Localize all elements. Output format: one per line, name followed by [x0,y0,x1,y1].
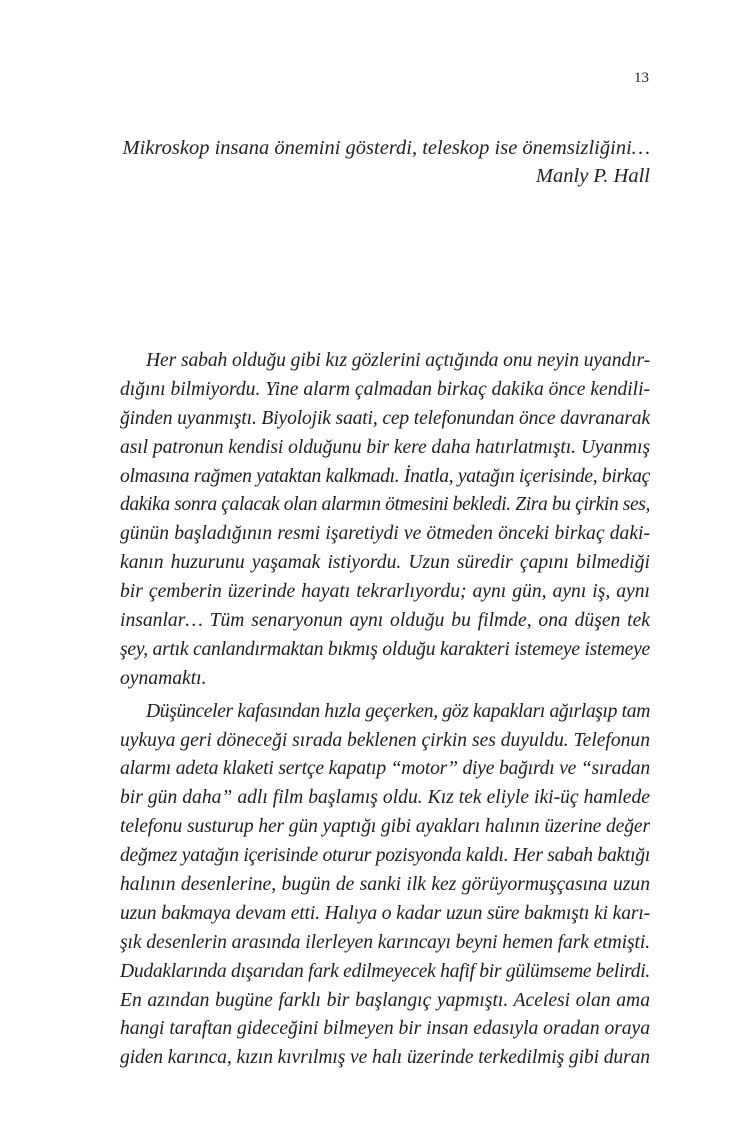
text-line: giden karınca, kızın kıvrılmış ve halı üzerinde terkedilmiş gibi duran [120,1047,650,1069]
text-line: uykuya geri döneceği sırada beklenen çirkin ses duyuldu. Telefonun [120,729,650,751]
text-line: değmez yatağın içerisinde oturur pozisyonda kaldı. Her sabah baktığı [120,845,650,867]
text-line: bir çemberin üzerinde hayatı tekrarlıyordu; aynı gün, aynı iş, aynı [120,581,650,603]
body-text [120,347,650,1073]
text-line: dakika sonra çalacak olan alarmın ötmesini bekledi. Zira bu çirkin ses, [120,494,650,516]
text-line: uzun bakmaya devam etti. Halıya o kadar uzun süre bakmıştı ki karı- [120,902,650,924]
text-line: şey, artık canlandırmaktan bıkmış olduğu karakteri istemeye istemeye [120,638,650,660]
text-line: bir gün daha” adlı film başlamış oldu. Kız tek eliyle iki-üç hamlede [120,787,650,809]
epigraph-author: Manly P. Hall [535,165,650,187]
epigraph-quote: Mikroskop insana önemini gösterdi, teleskop ise önemsizliğini… [122,137,650,159]
text-line: Dudaklarında dışarıdan fark edilmeyecek hafif bir gülümseme belirdi. [120,960,650,982]
text-line: telefonu susturup her gün yaptığı gibi ayakları halının üzerine değer [120,816,650,838]
paragraph [120,347,650,694]
text-line: şık desenlerin arasında ilerleyen karıncayı beyni hemen fark etmişti. [120,931,650,953]
text-line: asıl patronun kendisi olduğunu bir kere daha hatırlatmıştı. Uyanmış [120,436,650,458]
text-line: oynamaktı. [120,667,207,689]
text-line: insanlar… Tüm senaryonun aynı olduğu bu filmde, ona düşen tek [120,610,650,632]
epigraph [100,134,650,190]
text-line: Her sabah olduğu gibi kız gözlerini açtığında onu neyin uyandır- [146,350,650,371]
text-line: günün başladığının resmi işaretiydi ve ötmeden önceki birkaç daki- [120,523,650,545]
text-line: alarmı adeta klaketi sertçe kapatıp “motor” diye bağırdı ve “sıradan [120,758,650,780]
paragraph [120,698,650,1074]
text-line: En azından bugüne farklı bir başlangıç yapmıştı. Acelesi olan ama [120,989,650,1011]
text-line: Düşünceler kafasından hızla geçerken, göz kapakları ağırlaşıp tam [146,700,650,722]
text-line: dığını bilmiyordu. Yine alarm çalmadan birkaç dakika önce kendili- [120,378,650,400]
text-line: ğinden uyanmıştı. Biyolojik saati, cep telefonundan önce davranarak [120,407,650,429]
text-line: hangi taraftan gideceğini bilmeyen bir insan edasıyla oradan oraya [120,1018,650,1040]
text-line: kanın huzurunu yaşamak istiyordu. Uzun süredir çapını bilmediği [120,552,650,574]
page-number: 13 [634,70,649,86]
text-line: halının desenlerine, bugün de sanki ilk kez görüyormuşçasına uzun [120,874,650,896]
text-line: olmasına rağmen yataktan kalkmadı. İnatla, yatağın içerisinde, birkaç [120,465,650,487]
